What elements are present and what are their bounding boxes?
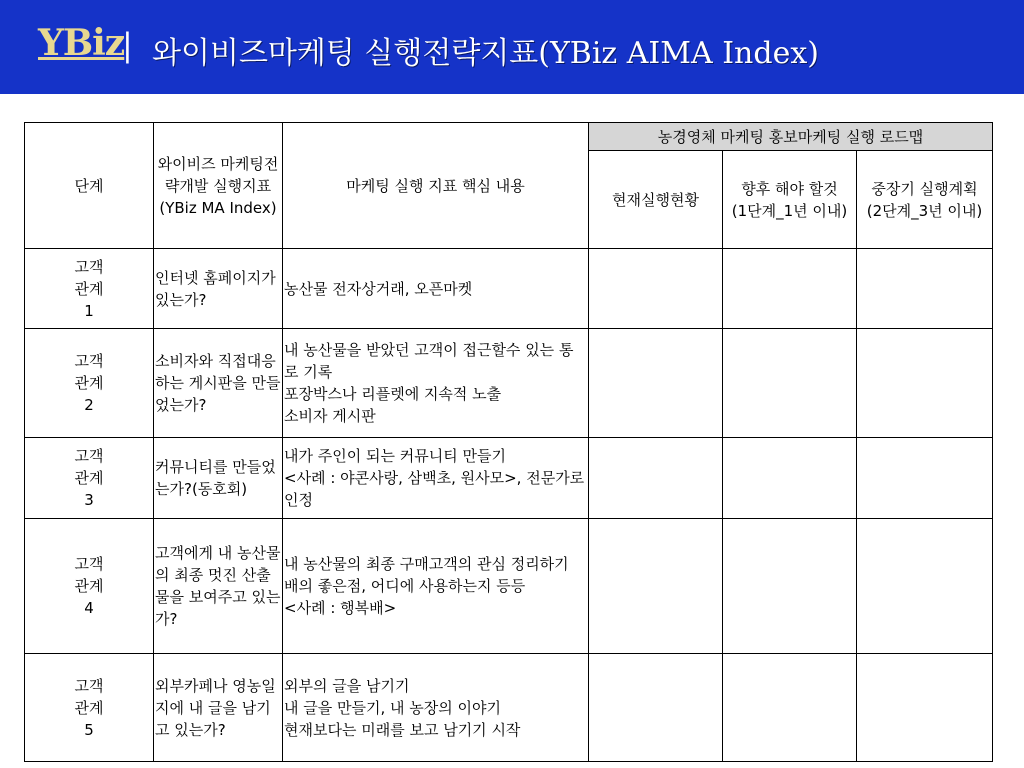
table-row [25, 654, 993, 762]
header-index: 와이비즈 마케팅전략개발 실행지표 (YBiz MA Index) [154, 123, 283, 249]
future-cell [723, 329, 857, 438]
index-cell: 고객에게 내 농산물의 최종 멋진 산출물을 보여주고 있는가? [154, 519, 283, 654]
stage-cell: 고객 관계 2 [25, 329, 154, 438]
current-cell [589, 519, 723, 654]
content-cell: 내 농산물의 최종 구매고객의 관심 정리하기 배의 좋은점, 어디에 사용하는지 등등 <사례 : 행복배> [283, 519, 589, 654]
content-cell: 외부의 글을 남기기 내 글을 만들기, 내 농장의 이야기 현재보다는 미래를 보고 남기기 시작 [283, 654, 589, 762]
page-title: 와이비즈마케팅 실행전략지표(YBiz AIMA Index) [152, 36, 819, 71]
current-cell [589, 249, 723, 329]
table-row [25, 329, 993, 438]
midlong-cell [857, 249, 993, 329]
midlong-cell [857, 654, 993, 762]
table-row [25, 438, 993, 519]
future-cell [723, 654, 857, 762]
current-cell [589, 329, 723, 438]
current-cell [589, 438, 723, 519]
midlong-cell [857, 329, 993, 438]
midlong-cell [857, 519, 993, 654]
title-bar [0, 0, 1024, 94]
header-content: 마케팅 실행 지표 핵심 내용 [283, 123, 589, 249]
title-separator: | [122, 26, 133, 64]
header-roadmap: 농경영체 마케팅 홍보마케팅 실행 로드맵 [589, 123, 993, 151]
content-cell: 내 농산물을 받았던 고객이 접근할수 있는 통로 기록 포장박스나 리플렛에 지속적 노출 소비자 게시판 [283, 329, 589, 438]
strategy-index-table [24, 122, 993, 762]
future-cell [723, 519, 857, 654]
stage-cell: 고객 관계 5 [25, 654, 154, 762]
header-future: 향후 해야 할것 (1단계_1년 이내) [723, 151, 857, 249]
stage-cell: 고객 관계 4 [25, 519, 154, 654]
header-midlong: 중장기 실행계획 (2단계_3년 이내) [857, 151, 993, 249]
current-cell [589, 654, 723, 762]
index-cell: 커뮤니티를 만들었는가?(동호회) [154, 438, 283, 519]
header-current: 현재실행현황 [589, 151, 723, 249]
midlong-cell [857, 438, 993, 519]
brand-logo: YBiz [38, 22, 125, 64]
future-cell [723, 249, 857, 329]
stage-cell: 고객 관계 1 [25, 249, 154, 329]
index-cell: 소비자와 직접대응하는 게시판을 만들었는가? [154, 329, 283, 438]
table-row [25, 249, 993, 329]
header-stage: 단계 [25, 123, 154, 249]
future-cell [723, 438, 857, 519]
content-cell: 내가 주인이 되는 커뮤니티 만들기 <사례 : 야콘사랑, 삼백초, 원사모>, 전문가로 인정 [283, 438, 589, 519]
content-cell: 농산물 전자상거래, 오픈마켓 [283, 249, 589, 329]
table-row [25, 519, 993, 654]
index-cell: 인터넷 홈페이지가 있는가? [154, 249, 283, 329]
index-cell: 외부카페나 영농일지에 내 글을 남기고 있는가? [154, 654, 283, 762]
stage-cell: 고객 관계 3 [25, 438, 154, 519]
